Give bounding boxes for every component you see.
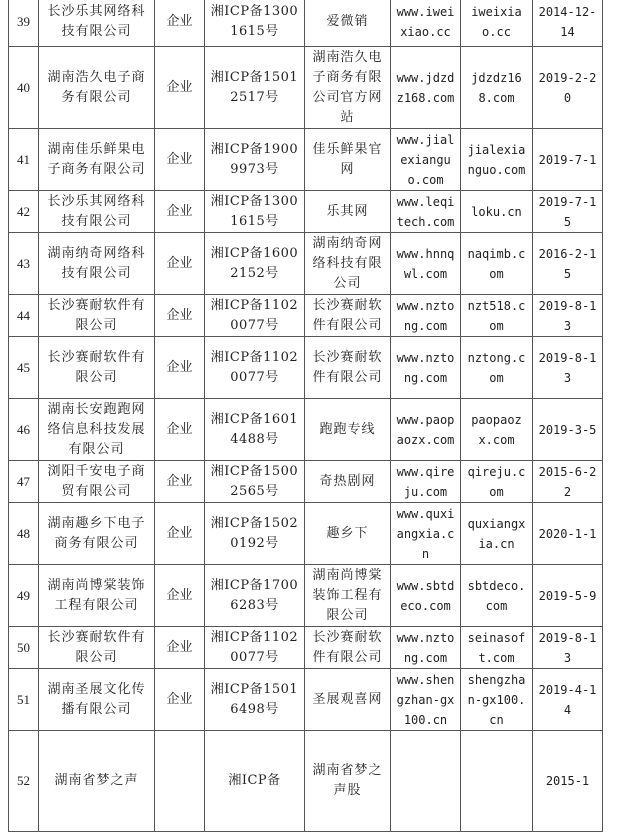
homepage-url-cell: www.jdzdz168.com — [391, 47, 461, 129]
site-name-cell: 奇热剧网 — [305, 461, 391, 503]
entity-type-cell: 企业 — [155, 129, 205, 191]
site-name-cell: 圣展观喜网 — [305, 669, 391, 731]
table-row — [9, 337, 603, 399]
table-row — [9, 669, 603, 731]
homepage-url-cell: www.nztong.com — [391, 337, 461, 399]
table-row — [9, 129, 603, 191]
approval-date-cell: 2019-8-13 — [533, 295, 603, 337]
icp-number-cell: 湘ICP备 — [205, 731, 305, 832]
table-row — [9, 503, 603, 565]
icp-number-cell: 湘ICP备16002152号 — [205, 233, 305, 295]
entity-type-cell: 企业 — [155, 47, 205, 129]
entity-type-cell: 企业 — [155, 503, 205, 565]
site-name-cell: 湖南浩久电子商务有限公司官方网站 — [305, 47, 391, 129]
row-number-cell: 46 — [9, 399, 39, 461]
approval-date-cell: 2016-2-15 — [533, 233, 603, 295]
company-cell: 长沙赛耐软件有限公司 — [39, 295, 155, 337]
approval-date-cell: 2015-1 — [533, 731, 603, 832]
table-row — [9, 461, 603, 503]
table-row — [9, 399, 603, 461]
icp-number-cell: 湘ICP备11020077号 — [205, 337, 305, 399]
domain-cell: quxiangxia.cn — [461, 503, 533, 565]
table-row — [9, 627, 603, 669]
site-name-cell: 跑跑专线 — [305, 399, 391, 461]
approval-date-cell: 2019-8-13 — [533, 627, 603, 669]
entity-type-cell: 企业 — [155, 399, 205, 461]
company-cell: 湖南尚博棠装饰工程有限公司 — [39, 565, 155, 627]
table-row — [9, 0, 603, 47]
table-row — [9, 191, 603, 233]
approval-date-cell: 2019-8-13 — [533, 337, 603, 399]
approval-date-cell: 2020-1-1 — [533, 503, 603, 565]
homepage-url-cell: www.paopaozx.com — [391, 399, 461, 461]
company-cell: 湖南趣乡下电子商务有限公司 — [39, 503, 155, 565]
site-name-cell: 趣乡下 — [305, 503, 391, 565]
approval-date-cell: 2019-3-5 — [533, 399, 603, 461]
site-name-cell: 佳乐鲜果官网 — [305, 129, 391, 191]
icp-number-cell: 湘ICP备17006283号 — [205, 565, 305, 627]
row-number-cell: 49 — [9, 565, 39, 627]
site-name-cell: 长沙赛耐软件有限公司 — [305, 337, 391, 399]
domain-cell: paopaozx.com — [461, 399, 533, 461]
entity-type-cell: 企业 — [155, 565, 205, 627]
domain-cell: loku.cn — [461, 191, 533, 233]
entity-type-cell: 企业 — [155, 0, 205, 47]
approval-date-cell: 2019-5-9 — [533, 565, 603, 627]
entity-type-cell: 企业 — [155, 233, 205, 295]
homepage-url-cell — [391, 731, 461, 832]
company-cell: 湖南纳奇网络科技有限公司 — [39, 233, 155, 295]
company-cell: 湖南佳乐鲜果电子商务有限公司 — [39, 129, 155, 191]
domain-cell: jialexianguo.com — [461, 129, 533, 191]
table-row — [9, 731, 603, 832]
domain-cell: qireju.com — [461, 461, 533, 503]
homepage-url-cell: www.leqitech.com — [391, 191, 461, 233]
company-cell: 长沙乐其网络科技有限公司 — [39, 0, 155, 47]
row-number-cell: 50 — [9, 627, 39, 669]
site-name-cell: 爱微销 — [305, 0, 391, 47]
homepage-url-cell: www.sbtdeco.com — [391, 565, 461, 627]
homepage-url-cell: www.quxiangxia.cn — [391, 503, 461, 565]
homepage-url-cell: www.qireju.com — [391, 461, 461, 503]
icp-record-table — [8, 0, 603, 832]
approval-date-cell: 2019-2-20 — [533, 47, 603, 129]
row-number-cell: 41 — [9, 129, 39, 191]
company-cell: 湖南长安跑跑网络信息科技发展有限公司 — [39, 399, 155, 461]
company-cell: 长沙乐其网络科技有限公司 — [39, 191, 155, 233]
domain-cell: seinasoft.com — [461, 627, 533, 669]
approval-date-cell: 2014-12-14 — [533, 0, 603, 47]
domain-cell: nztong.com — [461, 337, 533, 399]
company-cell: 长沙赛耐软件有限公司 — [39, 337, 155, 399]
domain-cell: jdzdz168.com — [461, 47, 533, 129]
row-number-cell: 48 — [9, 503, 39, 565]
company-cell: 湖南浩久电子商务有限公司 — [39, 47, 155, 129]
icp-number-cell: 湘ICP备15016498号 — [205, 669, 305, 731]
site-name-cell: 湖南纳奇网络科技有限公司 — [305, 233, 391, 295]
row-number-cell: 51 — [9, 669, 39, 731]
icp-number-cell: 湘ICP备15012517号 — [205, 47, 305, 129]
homepage-url-cell: www.hnnqwl.com — [391, 233, 461, 295]
company-cell: 浏阳千安电子商贸有限公司 — [39, 461, 155, 503]
icp-number-cell: 湘ICP备15002565号 — [205, 461, 305, 503]
site-name-cell: 湖南尚博棠装饰工程有限公司 — [305, 565, 391, 627]
row-number-cell: 44 — [9, 295, 39, 337]
homepage-url-cell: www.jialexianguo.com — [391, 129, 461, 191]
entity-type-cell: 企业 — [155, 295, 205, 337]
domain-cell: iweixiao.cc — [461, 0, 533, 47]
domain-cell: naqimb.com — [461, 233, 533, 295]
approval-date-cell: 2019-7-15 — [533, 191, 603, 233]
row-number-cell: 52 — [9, 731, 39, 832]
homepage-url-cell: www.shengzhan-gx100.cn — [391, 669, 461, 731]
entity-type-cell: 企业 — [155, 191, 205, 233]
approval-date-cell: 2019-4-14 — [533, 669, 603, 731]
icp-number-cell: 湘ICP备15020192号 — [205, 503, 305, 565]
entity-type-cell: 企业 — [155, 627, 205, 669]
entity-type-cell: 企业 — [155, 337, 205, 399]
row-number-cell: 43 — [9, 233, 39, 295]
row-number-cell: 45 — [9, 337, 39, 399]
icp-number-cell: 湘ICP备11020077号 — [205, 295, 305, 337]
company-cell: 长沙赛耐软件有限公司 — [39, 627, 155, 669]
table-row — [9, 233, 603, 295]
homepage-url-cell: www.nztong.com — [391, 627, 461, 669]
approval-date-cell: 2015-6-22 — [533, 461, 603, 503]
homepage-url-cell: www.iweixiao.cc — [391, 0, 461, 47]
site-name-cell: 乐其网 — [305, 191, 391, 233]
site-name-cell: 湖南省梦之声股 — [305, 731, 391, 832]
icp-number-cell: 湘ICP备13001615号 — [205, 0, 305, 47]
entity-type-cell: 企业 — [155, 461, 205, 503]
domain-cell: shengzhan-gx100.cn — [461, 669, 533, 731]
icp-number-cell: 湘ICP备13001615号 — [205, 191, 305, 233]
table-body — [9, 0, 603, 832]
entity-type-cell — [155, 731, 205, 832]
row-number-cell: 47 — [9, 461, 39, 503]
row-number-cell: 42 — [9, 191, 39, 233]
row-number-cell: 39 — [9, 0, 39, 47]
table-row — [9, 295, 603, 337]
domain-cell: nzt518.com — [461, 295, 533, 337]
homepage-url-cell: www.nztong.com — [391, 295, 461, 337]
row-number-cell: 40 — [9, 47, 39, 129]
icp-number-cell: 湘ICP备11020077号 — [205, 627, 305, 669]
table-row — [9, 565, 603, 627]
domain-cell — [461, 731, 533, 832]
company-cell: 湖南圣展文化传播有限公司 — [39, 669, 155, 731]
site-name-cell: 长沙赛耐软件有限公司 — [305, 295, 391, 337]
approval-date-cell: 2019-7-1 — [533, 129, 603, 191]
icp-number-cell: 湘ICP备19009973号 — [205, 129, 305, 191]
table-row — [9, 47, 603, 129]
domain-cell: sbtdeco.com — [461, 565, 533, 627]
company-cell: 湖南省梦之声 — [39, 731, 155, 832]
icp-number-cell: 湘ICP备16014488号 — [205, 399, 305, 461]
entity-type-cell: 企业 — [155, 669, 205, 731]
site-name-cell: 长沙赛耐软件有限公司 — [305, 627, 391, 669]
